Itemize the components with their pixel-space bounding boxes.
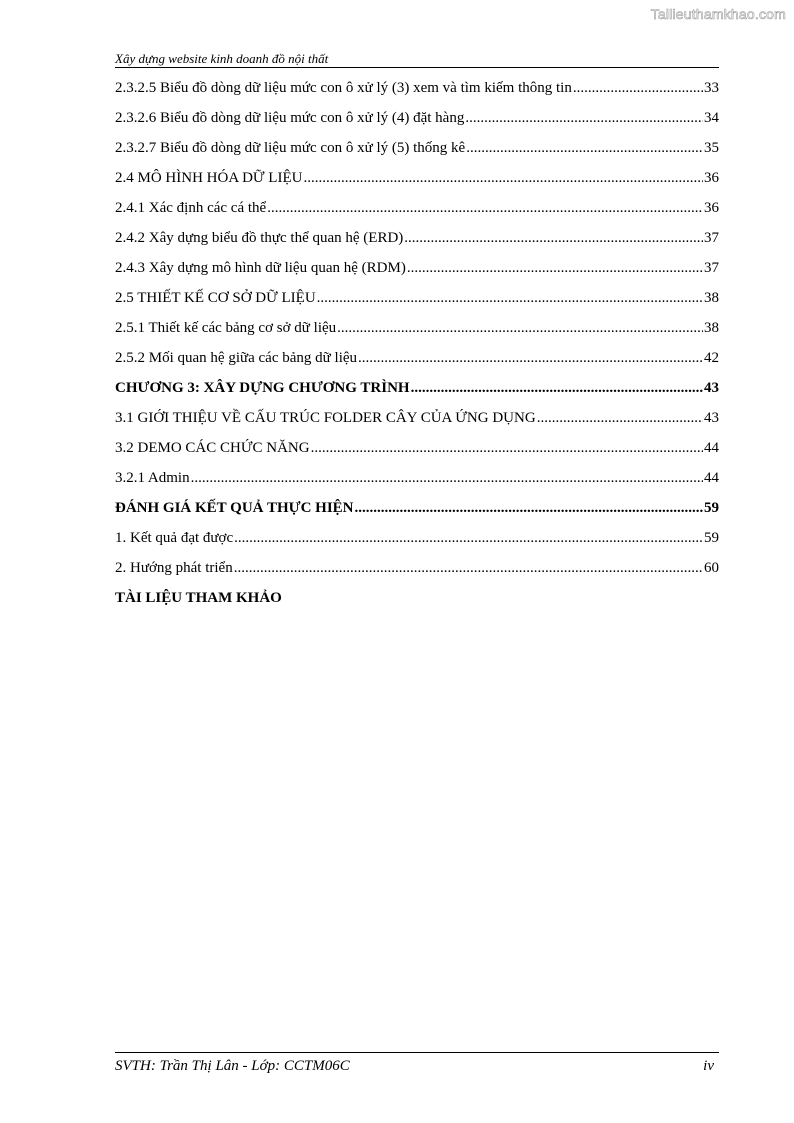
toc-entry-title: 2. Hướng phát triển: [115, 560, 233, 576]
toc-dot-leader: [191, 463, 703, 493]
toc-entry-title: ĐÁNH GIÁ KẾT QUẢ THỰC HIỆN: [115, 500, 354, 516]
toc-dot-leader: [317, 283, 703, 313]
toc-entry[interactable]: [115, 583, 719, 613]
toc-entry-title: 1. Kết quả đạt được: [115, 530, 234, 546]
toc-dot-leader: [234, 523, 703, 553]
toc-entry-title: 2.3.2.6 Biểu đồ dòng dữ liệu mức con ô xử lý (4) đặt hàng: [115, 110, 465, 126]
toc-entry[interactable]: [115, 373, 719, 403]
toc-entry[interactable]: [115, 343, 719, 373]
toc-dot-leader: [466, 133, 703, 163]
toc-entry[interactable]: [115, 313, 719, 343]
toc-entry-page: 43: [704, 380, 719, 396]
toc-dot-leader: [465, 103, 703, 133]
toc-entry-title: 3.2.1 Admin: [115, 470, 190, 486]
toc-entry-page: 35: [704, 140, 719, 156]
toc-dot-leader: [311, 433, 703, 463]
toc-entry-title: 2.4.1 Xác định các cá thể: [115, 200, 267, 216]
toc-dot-leader: [337, 313, 703, 343]
footer-author: SVTH: Trần Thị Lân - Lớp: CCTM06C: [115, 1058, 350, 1074]
toc-entry-page: 60: [704, 560, 719, 576]
toc-entry-page: 59: [704, 500, 719, 516]
toc-entry-page: 42: [704, 350, 719, 366]
toc-entry-title: CHƯƠNG 3: XÂY DỰNG CHƯƠNG TRÌNH: [115, 380, 410, 396]
toc-entry-title: 2.3.2.7 Biểu đồ dòng dữ liệu mức con ô xử lý (5) thống kê: [115, 140, 466, 156]
toc-entry-title: TÀI LIỆU THAM KHẢO: [115, 590, 282, 606]
toc-entry[interactable]: [115, 463, 719, 493]
toc-entry-title: 3.1 GIỚI THIỆU VỀ CẤU TRÚC FOLDER CÂY CỦA ỨNG DỤNG: [115, 410, 536, 426]
toc-dot-leader: [358, 343, 703, 373]
page-header: [115, 50, 719, 68]
toc-entry-page: 38: [704, 320, 719, 336]
toc-entry-title: 2.5 THIẾT KẾ CƠ SỞ DỮ LIỆU: [115, 290, 316, 306]
toc-entry[interactable]: [115, 403, 719, 433]
toc-dot-leader: [303, 163, 703, 193]
toc-entry[interactable]: [115, 283, 719, 313]
footer-page-number: iv: [703, 1058, 714, 1074]
toc-entry[interactable]: [115, 493, 719, 523]
toc-dot-leader: [573, 73, 703, 103]
toc-entry-title: 3.2 DEMO CÁC CHỨC NĂNG: [115, 440, 310, 456]
toc-dot-leader: [267, 193, 703, 223]
toc-entry[interactable]: [115, 73, 719, 103]
toc-entry[interactable]: [115, 433, 719, 463]
toc-entry-page: 37: [704, 260, 719, 276]
toc-entry-page: 44: [704, 440, 719, 456]
toc-dot-leader: [537, 403, 703, 433]
toc-entry-page: 34: [704, 110, 719, 126]
toc-entry[interactable]: [115, 163, 719, 193]
toc-dot-leader: [404, 223, 703, 253]
toc-entry-title: 2.4 MÔ HÌNH HÓA DỮ LIỆU: [115, 170, 303, 186]
toc-dot-leader: [407, 253, 703, 283]
page-footer: [115, 1052, 719, 1075]
toc-entry-page: 37: [704, 230, 719, 246]
header-title: Xây dựng website kinh doanh đồ nội thất: [115, 51, 329, 66]
toc-entry-page: 33: [704, 80, 719, 96]
toc-entry[interactable]: [115, 133, 719, 163]
toc-entry-title: 2.4.2 Xây dựng biểu đồ thực thể quan hệ (ERD): [115, 230, 404, 246]
toc-entry[interactable]: [115, 193, 719, 223]
toc-entry-title: 2.5.1 Thiết kế các bảng cơ sở dữ liệu: [115, 320, 337, 336]
toc-dot-leader: [234, 553, 703, 583]
toc-entry-title: 2.4.3 Xây dựng mô hình dữ liệu quan hệ (RDM): [115, 260, 406, 276]
toc-entry[interactable]: [115, 523, 719, 553]
toc-entry[interactable]: [115, 103, 719, 133]
toc-entry-page: 36: [704, 200, 719, 216]
table-of-contents: [115, 73, 719, 613]
toc-entry-title: 2.5.2 Mối quan hệ giữa các bảng dữ liệu: [115, 350, 358, 366]
toc-entry[interactable]: [115, 223, 719, 253]
toc-dot-leader: [411, 373, 703, 403]
toc-entry-page: 36: [704, 170, 719, 186]
toc-dot-leader: [355, 493, 703, 523]
toc-entry-title: 2.3.2.5 Biểu đồ dòng dữ liệu mức con ô xử lý (3) xem và tìm kiếm thông tin: [115, 80, 572, 96]
watermark: Tailieuthamkhao.com: [650, 6, 786, 22]
toc-entry[interactable]: [115, 553, 719, 583]
toc-entry-page: 44: [704, 470, 719, 486]
toc-entry-page: 59: [704, 530, 719, 546]
toc-entry-page: 38: [704, 290, 719, 306]
toc-entry[interactable]: [115, 253, 719, 283]
toc-entry-page: 43: [704, 410, 719, 426]
